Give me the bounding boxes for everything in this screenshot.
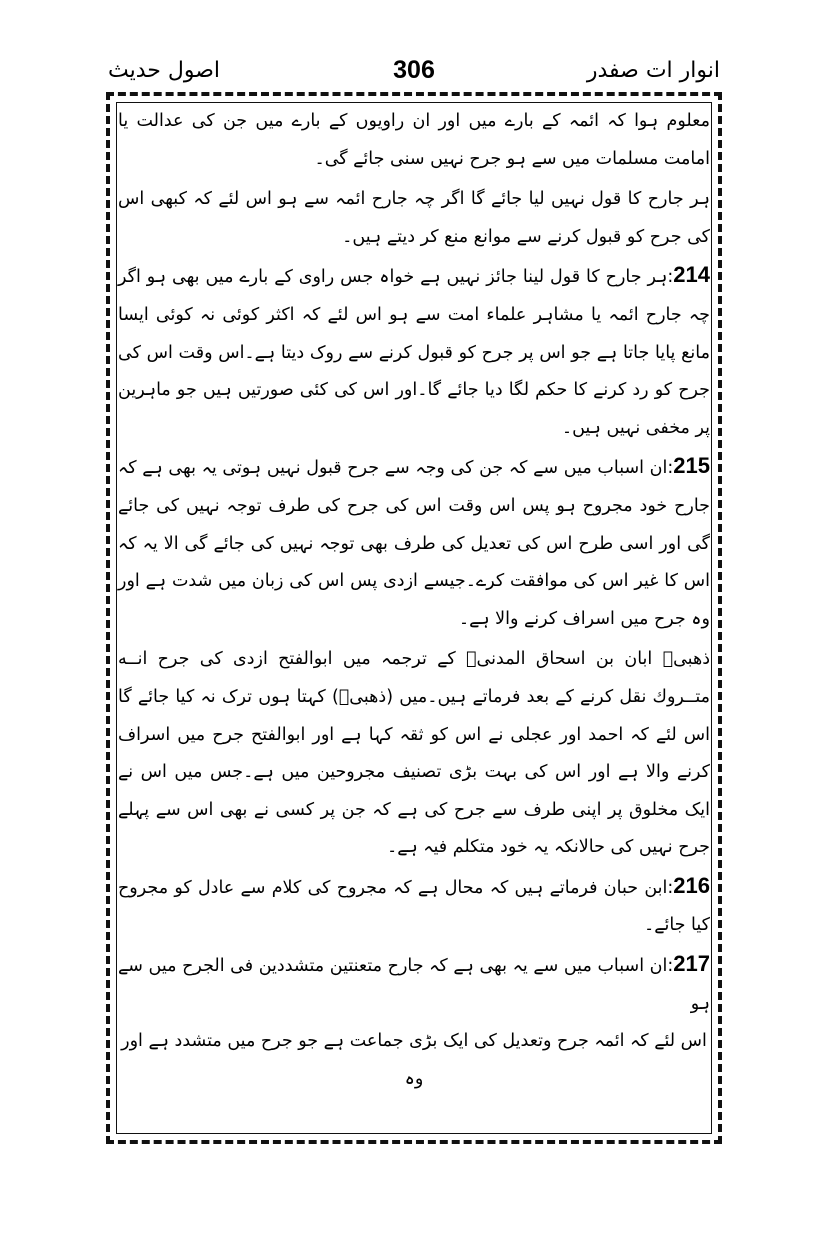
paragraph-text: معلوم ہوا کہ ائمہ کے بارے میں اور ان راویوں کے بارے میں جن کی عدالت یا امامت مسلمات میں سے ہو جرح نہیں سنی جائے گی۔	[118, 111, 710, 169]
paragraph	[118, 178, 710, 256]
paragraph-text: ذھبیؒ ابان بن اسحاق المدنیؒ کے ترجمہ میں ابوالفتح ازدی کی جرح انــه متــروك نقل کرنے کے بعد فرماتے ہیں۔میں (ذھبیؒ) کہتا ہوں ترک نہ کیا جائے گا اس لئے کہ احمد اور عجلی نے اس کو ثقہ کہا ہے اور ابوالفتح جرح میں اسراف کرنے والا ہے اور اس کی بہت بڑی تصنیف مجروحین میں ہے۔جس میں اس نے ایک مخلوق پر اپنی طرف سے جرح کی ہے کہ جن پر کسی نے بھی اس سے پہلے جرح نہیں کی حالانکہ یہ خود متکلم فیہ ہے۔	[118, 649, 710, 858]
paragraph-text: :ابن حبان فرماتے ہیں کہ محال ہے کہ مجروح کی کلام سے عادل کو مجروح کیا جائے۔	[118, 877, 710, 936]
paragraph-number: 215	[673, 453, 710, 479]
paragraph	[118, 447, 710, 638]
page-header	[108, 56, 720, 92]
paragraph-number: 217	[673, 951, 710, 977]
paragraph	[118, 945, 710, 1023]
paragraph-text: :ہر جارح کا قول لینا جائز نہیں ہے خواہ جس راوی کے بارے میں بھی ہو اگر چہ جارح ائمہ یا مشاہر علماء امت سے ہو اس لئے کہ اکثر کوئی نہ کوئی ایسا مانع پایا جاتا ہے جو اس پر جرح کو قبول کرنے سے روک دیتا ہے۔اس وقت اس کی جرح کو رد کرنے کا حکم لگا دیا جائے گا۔اور اس کی کئی صورتیں ہیں جو ماہرین پر مخفی نہیں ہیں۔	[118, 267, 710, 438]
paragraph	[118, 100, 710, 178]
paragraph-number: 214	[673, 262, 710, 288]
paragraph	[118, 256, 710, 447]
paragraph-text: ہر جارح کا قول نہیں لیا جائے گا اگر چہ جارح ائمہ سے ہو اس لئے کہ کبھی اس کی جرح کو قبول کرنے سے موانع منع کر دیتے ہیں۔	[118, 189, 710, 247]
closing-line: اس لئے کہ ائمہ جرح وتعدیل کی ایک بڑی جماعت ہے جو جرح میں متشدد ہے اور وہ	[121, 1031, 707, 1089]
paragraph-text: :ان اسباب میں سے یہ بھی ہے کہ جارح متعنتین متشددین فی الجرح میں سے ہو	[118, 956, 710, 1014]
page-number: 306	[393, 56, 435, 84]
paragraph	[118, 867, 710, 945]
paragraph-number: 216	[673, 872, 710, 898]
paragraph-text: :ان اسباب میں سے کہ جن کی وجہ سے جرح قبول نہیں ہوتی یہ بھی ہے کہ جارح خود مجروح ہو پس اس وقت اس کی جرح کی طرف توجہ نہیں کی جائے گی اور اسی طرح اس کی تعدیل کی طرف بھی توجہ نہیں کی جائے گی الا یہ کہ اس کا غیر اس کی موافقت کرے۔جیسے ازدی پس اس کی زبان میں شدت ہے اور وہ جرح میں اسراف کرنے والا ہے۔	[118, 458, 710, 629]
page-body	[118, 100, 710, 1098]
section-title: اصول حدیث	[108, 58, 221, 83]
paragraph	[118, 638, 710, 867]
book-title: انوار ات صفدر	[586, 58, 720, 83]
